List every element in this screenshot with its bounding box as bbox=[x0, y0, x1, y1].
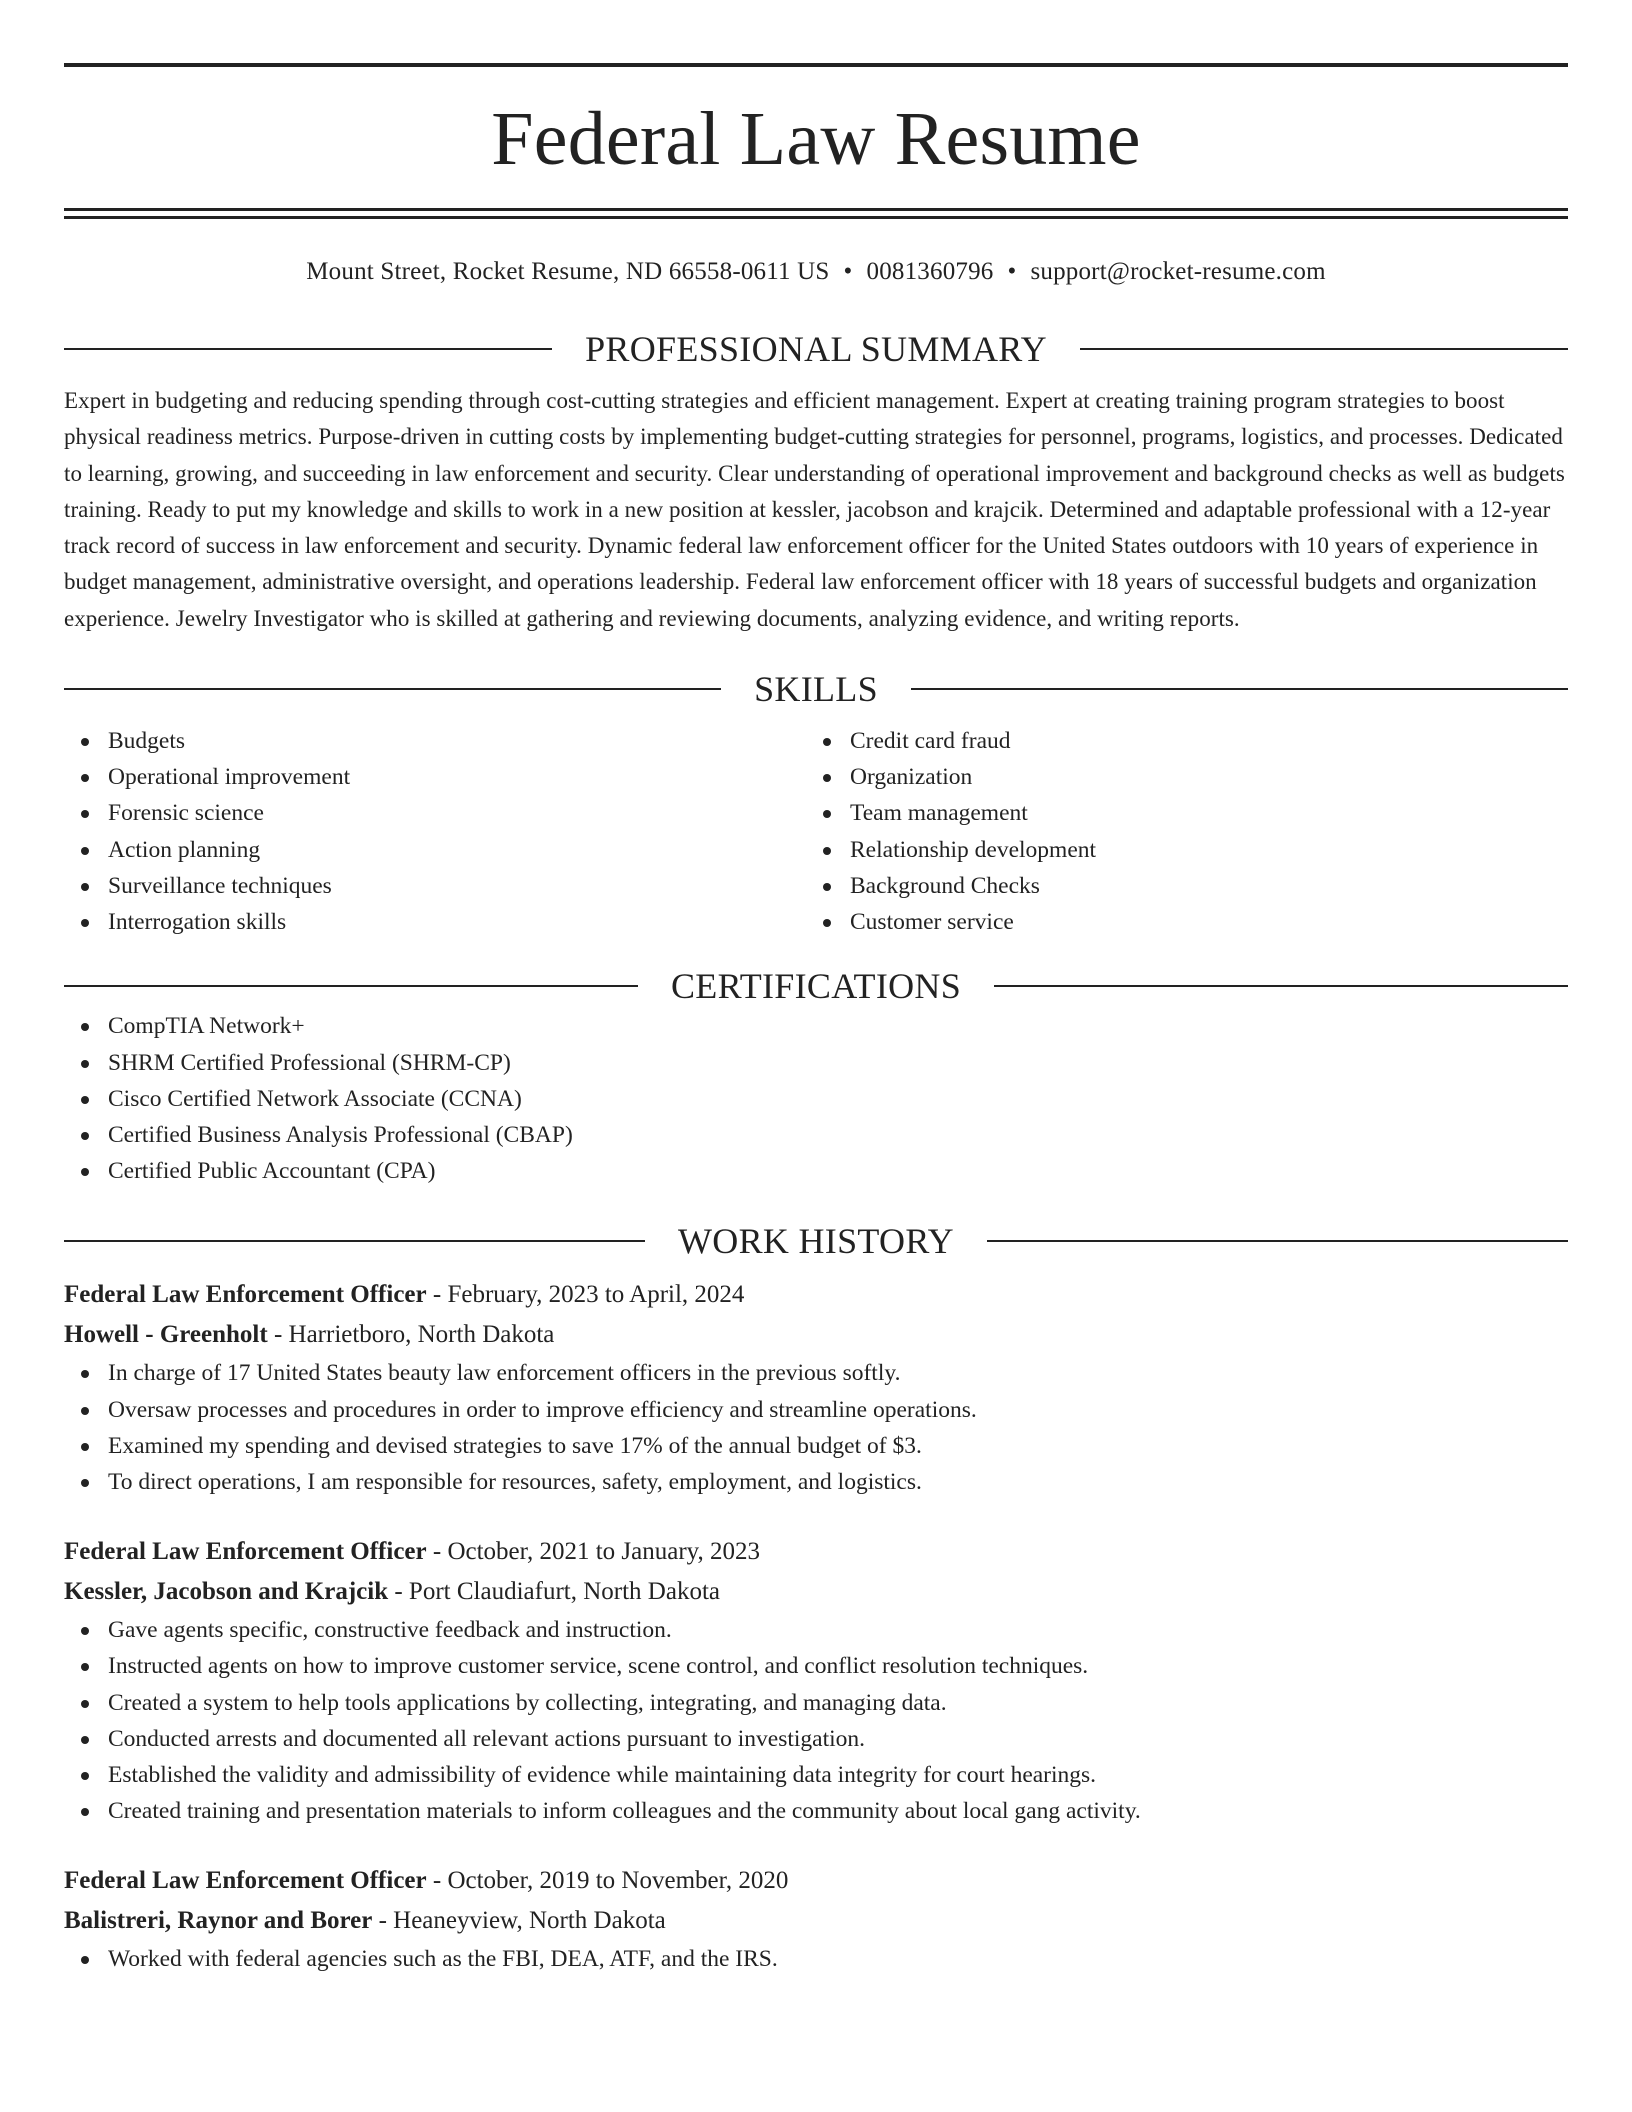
contact-phone: 0081360796 bbox=[866, 258, 994, 285]
job-role: Federal Law Enforcement Officer bbox=[64, 1281, 427, 1309]
work-history-heading-label: WORK HISTORY bbox=[678, 1221, 954, 1262]
heading-rule-left bbox=[64, 348, 552, 350]
job-bullets bbox=[64, 1941, 1568, 1977]
job-role: Federal Law Enforcement Officer bbox=[64, 1867, 427, 1895]
top-rule bbox=[64, 63, 1568, 67]
certifications-heading-label: CERTIFICATIONS bbox=[670, 966, 962, 1007]
summary-heading-label: PROFESSIONAL SUMMARY bbox=[585, 329, 1047, 369]
job-entry bbox=[64, 1532, 1568, 1829]
heading-rule-left bbox=[64, 688, 721, 690]
job-entry bbox=[64, 1861, 1568, 1977]
contact-address: Mount Street, Rocket Resume, ND 66558-0611 US bbox=[306, 258, 830, 285]
title-double-rule bbox=[64, 208, 1568, 219]
job-bullet: Worked with federal agencies such as the FBI, DEA, ATF, and the IRS. bbox=[64, 1941, 1568, 1977]
work-history-heading bbox=[64, 1219, 1568, 1263]
job-company: Kessler, Jacobson and Krajcik bbox=[64, 1578, 389, 1606]
job-bullet: Conducted arrests and documented all relevant actions pursuant to investigation. bbox=[64, 1721, 1568, 1757]
skills-list bbox=[64, 723, 1568, 940]
certification-item: Certified Business Analysis Professional (CBAP) bbox=[64, 1117, 1568, 1153]
contact-separator: • bbox=[1007, 258, 1017, 285]
certifications-list bbox=[64, 1008, 1568, 1189]
skills-heading-label: SKILLS bbox=[754, 669, 878, 710]
job-bullets bbox=[64, 1355, 1568, 1500]
skills-column-right bbox=[806, 723, 1548, 940]
job-bullet: Gave agents specific, constructive feedback and instruction. bbox=[64, 1612, 1568, 1648]
job-company: Howell - Greenholt bbox=[64, 1321, 268, 1349]
job-location: - Harrietboro, North Dakota bbox=[267, 1321, 555, 1349]
heading-rule-right bbox=[994, 985, 1568, 987]
job-bullets bbox=[64, 1612, 1568, 1829]
skill-item: Forensic science bbox=[64, 795, 806, 831]
job-bullet: In charge of 17 United States beauty law enforcement officers in the previous softly. bbox=[64, 1355, 1568, 1391]
skill-item: Budgets bbox=[64, 723, 806, 759]
job-dates: - October, 2019 to November, 2020 bbox=[426, 1867, 789, 1895]
resume-title: Federal Law Resume bbox=[491, 97, 1141, 181]
job-title-line bbox=[64, 1861, 1568, 1901]
job-location: - Heaneyview, North Dakota bbox=[372, 1907, 666, 1935]
certification-item: SHRM Certified Professional (SHRM-CP) bbox=[64, 1045, 1568, 1081]
skill-item: Team management bbox=[806, 795, 1548, 831]
certification-item: Cisco Certified Network Associate (CCNA) bbox=[64, 1081, 1568, 1117]
heading-rule-right bbox=[1080, 348, 1568, 350]
job-location: - Port Claudiafurt, North Dakota bbox=[388, 1578, 720, 1606]
job-bullet: Established the validity and admissibility of evidence while maintaining data integrity for court hearings. bbox=[64, 1757, 1568, 1793]
job-bullet: To direct operations, I am responsible for resources, safety, employment, and logistics. bbox=[64, 1464, 1568, 1500]
heading-rule-left bbox=[64, 985, 638, 987]
skill-item: Operational improvement bbox=[64, 759, 806, 795]
skill-item: Customer service bbox=[806, 904, 1548, 940]
heading-rule-right bbox=[987, 1240, 1568, 1242]
job-company-line bbox=[64, 1315, 1568, 1355]
summary-heading bbox=[64, 327, 1568, 371]
job-company-line bbox=[64, 1901, 1568, 1941]
job-entry bbox=[64, 1275, 1568, 1500]
job-bullet: Examined my spending and devised strategies to save 17% of the annual budget of $3. bbox=[64, 1428, 1568, 1464]
heading-rule-right bbox=[911, 688, 1568, 690]
job-title-line bbox=[64, 1275, 1568, 1315]
job-bullet: Oversaw processes and procedures in order to improve efficiency and streamline operations. bbox=[64, 1392, 1568, 1428]
summary-text: Expert in budgeting and reducing spending through cost-cutting strategies and efficient management. Expert at creating training program strategies to boost physical readiness metrics. Purpose-driven in cutting costs by implementing budget-cutting strategies for personnel, programs, logistics, and processes. Dedicated to learning, growing, and succeeding in law enforcement and security. Clear understanding of operational improvement and background checks as well as budgets training. Ready to put my knowledge and skills to work in a new position at kessler, jacobson and krajcik. Determined and adaptable professional with a 12-year track record of success in law enforcement and security. Dynamic federal law enforcement officer for the United States outdoors with 10 years of experience in budget management, administrative oversight, and operations leadership. Federal law enforcement officer with 18 years of successful budgets and organization experience. Jewelry Investigator who is skilled at gathering and reviewing documents, analyzing evidence, and writing reports. bbox=[64, 388, 1565, 631]
skill-item: Credit card fraud bbox=[806, 723, 1548, 759]
job-title-line bbox=[64, 1532, 1568, 1572]
skill-item: Interrogation skills bbox=[64, 904, 806, 940]
job-company: Balistreri, Raynor and Borer bbox=[64, 1907, 373, 1935]
heading-rule-left bbox=[64, 1240, 645, 1242]
resume-page bbox=[64, 0, 1568, 1978]
skills-column-left bbox=[64, 723, 806, 940]
skill-item: Background Checks bbox=[806, 868, 1548, 904]
certification-item: Certified Public Accountant (CPA) bbox=[64, 1153, 1568, 1189]
contact-email: support@rocket-resume.com bbox=[1030, 258, 1326, 285]
contact-separator: • bbox=[843, 258, 853, 285]
certification-item: CompTIA Network+ bbox=[64, 1008, 1568, 1044]
skill-item: Surveillance techniques bbox=[64, 868, 806, 904]
skill-item: Relationship development bbox=[806, 832, 1548, 868]
skill-item: Organization bbox=[806, 759, 1548, 795]
skill-item: Action planning bbox=[64, 832, 806, 868]
skills-heading bbox=[64, 667, 1568, 711]
job-company-line bbox=[64, 1572, 1568, 1612]
job-dates: - October, 2021 to January, 2023 bbox=[426, 1538, 761, 1566]
certifications-heading bbox=[64, 964, 1568, 1008]
job-bullet: Instructed agents on how to improve customer service, scene control, and conflict resolution techniques. bbox=[64, 1648, 1568, 1684]
job-bullet: Created training and presentation materials to inform colleagues and the community about local gang activity. bbox=[64, 1793, 1568, 1829]
job-role: Federal Law Enforcement Officer bbox=[64, 1538, 427, 1566]
contact-line bbox=[64, 257, 1568, 287]
job-bullet: Created a system to help tools applications by collecting, integrating, and managing data. bbox=[64, 1685, 1568, 1721]
job-dates: - February, 2023 to April, 2024 bbox=[426, 1281, 745, 1309]
